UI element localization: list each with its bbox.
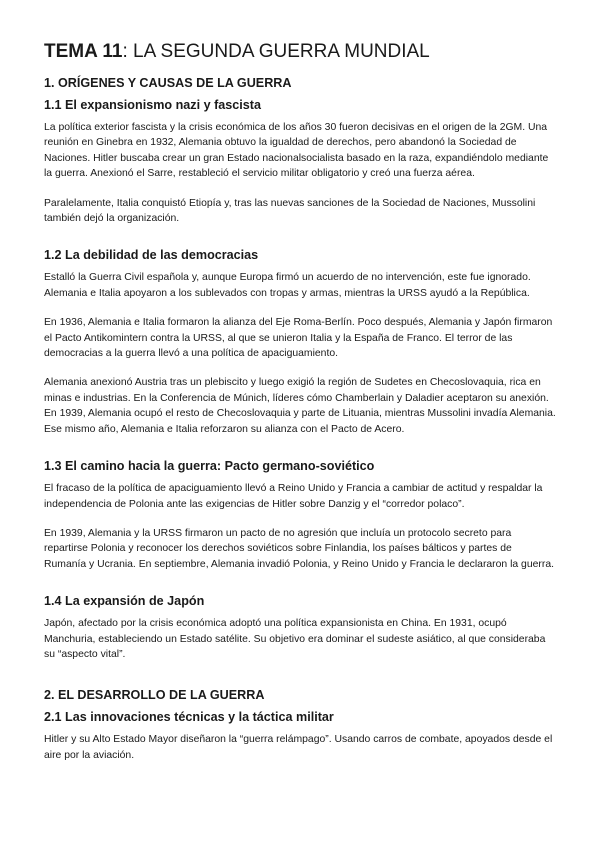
paragraph: En 1939, Alemania y la URSS firmaron un pacto de no agresión que incluía un protocolo secreto para repartirse Polonia y reconocer los derechos soviéticos sobre Finlandia, los países bálticos y partes de Rumanía y Ucrania. En septiembre, Alemania invadió Polonia, y Reino Unido y Francia le declararon la guerra. [44,527,554,570]
subsection-heading: 1.4 La expansión de Japón [44,594,205,609]
subsection-heading: 1.1 El expansionismo nazi y fascista [44,98,261,112]
paragraph: El fracaso de la política de apaciguamiento llevó a Reino Unido y Francia a cambiar de actitud y respaldar la independencia de Polonia ante las exigencias de Hitler sobre Danzig y el “corredor polaco”. [44,483,543,510]
paragraph: Japón, afectado por la crisis económica adoptó una política expansionista en China. En 1931, ocupó Manchuria, estableciendo un Estado satélite. Su objetivo era dominar el sudeste asiático, al que consideraba su “aspecto vital”. [44,618,546,660]
section-heading: 1. ORÍGENES Y CAUSAS DE LA GUERRA [44,76,292,90]
paragraph: La política exterior fascista y la crisis económica de los años 30 fueron decisivas en el origen de la 2GM. Una reunión en Ginebra en 1932, Alemania obtuvo la igualdad de derechos, pero abandonó la Sociedad de Naciones. Hitler buscaba crear un gran Estado nacionalsocialista basado en la raza, expandiéndolo mediante la guerra. Anexionó el Sarre, restableció el servicio militar obligatorio y creó una fuerza aérea. [44,122,549,180]
paragraph: En 1936, Alemania e Italia formaron la alianza del Eje Roma-Berlín. Poco después, Alemania y Japón firmaron el Pacto Antikomintern contra la URSS, al que se unieron Italia y la España de Franco. El terror de las democracias a la guerra llevó a una política de apaciguamiento. [44,317,553,360]
paragraph: Alemania anexionó Austria tras un plebiscito y luego exigió la región de Sudetes en Checoslovaquia, rica en minas e industrias. En la Conferencia de Múnich, líderes cómo Chamberlain y Daladier aceptaron su anexión. En 1939, Alemania ocupó el resto de Checoslovaquia y parte de Lituania, mientras Mussolini invadía Alemania. Ese mismo año, Alemania e Italia reforzaron su alianza con el Pacto de Acero. [44,377,556,435]
paragraph: Estalló la Guerra Civil española y, aunque Europa firmó un acuerdo de no intervención, este fue ignorado. Alemania e Italia apoyaron a los sublevados con tropas y armas, mientras la URSS ayudó a la República. [44,272,531,299]
subsection-heading: 2.1 Las innovaciones técnicas y la táctica militar [44,710,334,725]
title-number: TEMA 11 [44,41,123,62]
subsection-heading: 1.3 El camino hacia la guerra: Pacto germano-soviético [44,459,375,474]
paragraph: Hitler y su Alto Estado Mayor diseñaron la “guerra relámpago”. Usando carros de combate, apoyados desde el aire por la aviación. [44,734,553,761]
paragraph: Paralelamente, Italia conquistó Etiopía y, tras las nuevas sanciones de la Sociedad de Naciones, Mussolini también dejó la organización. [44,197,536,225]
subsection-heading: 1.2 La debilidad de las democracias [44,248,259,263]
title-text: : LA SEGUNDA GUERRA MUNDIAL [122,41,430,62]
section-heading: 2. EL DESARROLLO DE LA GUERRA [44,688,265,703]
document-title [44,40,556,64]
